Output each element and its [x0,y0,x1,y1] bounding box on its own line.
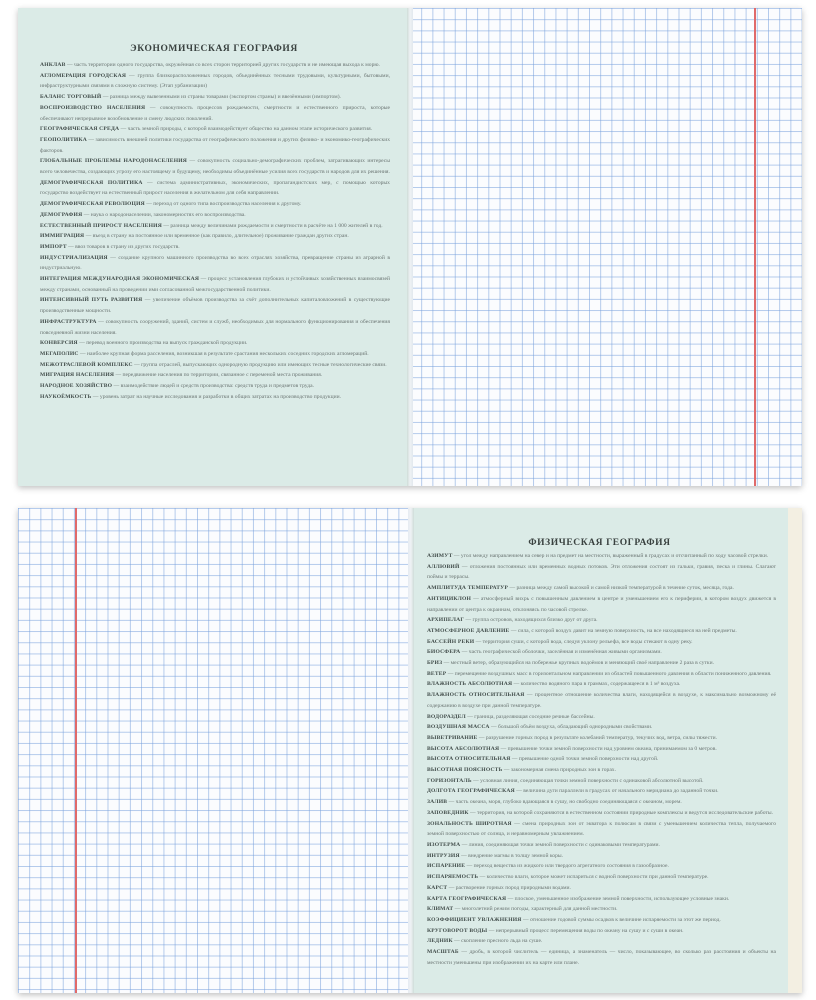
glossary-definition: — наиболее крупная форма расселения, возникшая в результате срастания нескольких соседних городских агломераций. [78,350,369,357]
glossary-entry [40,360,390,371]
glossary-entry [427,926,776,937]
glossary-definition: — отложения постоянных или временных водных потоков. Эти отложения состоят из гальки, гравия, песка и глины. Слагают поймы и террасы. [427,563,776,581]
glossary-term: АМПЛИТУДА ТЕМПЕРАТУР [427,585,509,592]
glossary-entry [427,669,776,680]
page-title: ФИЗИЧЕСКАЯ ГЕОГРАФИЯ [528,538,671,548]
glossary-term: КЛИМАТ [427,906,454,913]
glossary-term: ЗАПОВЕДНИК [427,809,469,816]
glossary-definition: — зависимость внешней политики государства от географического положения и других физико- и экономико-географических факторов. [40,136,390,154]
glossary-definition: — местный ветер, образующийся на побережье крупных водоёмов и меняющий своё направление 2 раза в сутки. [442,660,714,667]
glossary-term: ВЫСОТНАЯ ПОЯСНОСТЬ [427,767,503,774]
glossary-entry [40,199,390,210]
glossary-term: НАРОДНОЕ ХОЗЯЙСТВО [40,383,113,390]
glossary-entry [427,562,776,583]
glossary-term: ИСПАРЯЕМОСТЬ [427,874,479,881]
glossary-term: АЗИМУТ [427,553,453,559]
glossary-entry [427,883,776,894]
glossary-entry [40,274,390,295]
physical-geography-page [411,508,802,993]
glossary-entry [40,242,390,253]
glossary-term: МИГРАЦИЯ НАСЕЛЕНИЯ [40,372,115,379]
glossary-definition: — превышение точки земной поверхности над уровнем океана, принимаемом за 0 метров. [499,745,717,752]
glossary-entry [427,626,776,637]
grid-page [410,8,802,486]
glossary-term: ДЕМОГРАФИЧЕСКАЯ РЕВОЛЮЦИЯ [40,201,145,208]
glossary-term: АГЛОМЕРАЦИЯ ГОРОДСКАЯ [40,72,127,79]
glossary-term: НАУКОЁМКОСТЬ [40,393,92,400]
glossary-entry [427,690,776,711]
margin-line [75,508,77,993]
glossary-definition: — перевод военного производства на выпуск гражданской продукции. [77,340,248,347]
margin-line [754,8,756,486]
glossary-term: ЗОНАЛЬНОСТЬ ШИРОТНАЯ [427,820,512,827]
glossary-entry [40,103,390,124]
glossary-entry [40,392,390,403]
glossary-definition: — группа отраслей, выпускающих однородную продукцию или имеющих тесные технологические связи. [132,361,387,368]
glossary-entry [40,135,390,156]
glossary-entry [40,381,390,392]
glossary-term: ИММИГРАЦИЯ [40,233,85,240]
glossary-entry [427,915,776,926]
glossary-term: КРУГОВОРОТ ВОДЫ [427,927,488,934]
glossary-term: ДЕМОГРАФИЧЕСКАЯ ПОЛИТИКА [40,179,143,186]
glossary-definition: — граница, разделяющая соседние речные бассейны. [465,713,595,720]
glossary-entry [40,92,390,103]
glossary-entry [40,156,390,177]
glossary-term: ИНДУСТРИАЛИЗАЦИЯ [40,254,108,261]
grid-page [18,508,411,993]
glossary-term: ИНТЕГРАЦИЯ МЕЖДУНАРОДНАЯ ЭКОНОМИЧЕСКАЯ [40,276,200,283]
glossary-entry [427,797,776,808]
glossary-term: ИНТЕНСИВНЫЙ ПУТЬ РАЗВИТИЯ [40,297,143,304]
page-edge [788,508,802,993]
glossary-entry [427,947,776,968]
glossary-term: ЛЕДНИК [427,938,453,945]
glossary-entry [427,637,776,648]
glossary-term: ИНФРАСТРУКТУРА [40,318,97,325]
glossary-entry [427,754,776,765]
glossary-definition: — процентное отношение количества влаги, находящейся в воздухе, к максимально возможному её содержанию в воздухе при данной температуре. [427,692,777,709]
glossary-term: ЕСТЕСТВЕННЫЙ ПРИРОСТ НАСЕЛЕНИЯ [40,222,162,229]
glossary-definition: — внедрение магмы в толщу земной коры. [459,852,564,859]
glossary-definition: — разница между вывезенными из страны товарами (экспортом страны) и ввезёнными (импортом). [101,94,341,101]
glossary-entry [427,744,776,755]
glossary-term: ИМПОРТ [40,243,67,250]
glossary-entry [40,231,390,242]
glossary-term: ВОСПРОИЗВОДСТВО НАСЕЛЕНИЯ [40,104,146,111]
glossary-entry [427,647,776,658]
glossary-term: КОЭФФИЦИЕНТ УВЛАЖНЕНИЯ [427,916,522,923]
glossary-definition: — разница между самой высокой и самой низкой температурой в течение суток, месяца, года. [508,585,734,592]
glossary-list [40,60,390,403]
glossary-entry [427,894,776,905]
notebook-spread-top [18,8,802,486]
glossary-entry [427,551,776,562]
glossary-entry [427,615,776,626]
glossary-definition: — группа островов, находящихся близко друг от друга. [464,617,598,624]
glossary-entry [427,861,776,872]
glossary-definition: — часть территории одного государства, окружённая со всех сторон территорией других государств и не имеющая выхода к морю. [65,62,380,68]
glossary-definition: — скопление пресного льда на суше. [452,938,543,945]
page-fold [408,508,414,993]
glossary-entry [40,71,390,92]
glossary-term: ИЗОТЕРМА [427,841,461,848]
glossary-term: БАЛАНС ТОРГОВЫЙ [40,94,102,101]
glossary-term: МЕГАПОЛИС [40,350,79,357]
glossary-term: МЕЖОТРАСЛЕВОЙ КОМПЛЕКС [40,361,133,368]
glossary-term: ВОЗДУШНАЯ МАССА [427,724,490,731]
glossary-term: АНКЛАВ [40,62,66,68]
glossary-entry [427,765,776,776]
glossary-definition: — разрушение горных пород в результате колебаний температур, текучих вод, ветра, силы тяжести. [477,734,717,741]
glossary-definition: — линия, соединяющая точки земной поверхности с одинаковыми температурами. [460,841,660,848]
glossary-definition: — часть географической оболочки, заселённая и изменённая живыми организмами. [460,649,662,656]
glossary-term: ЗАЛИВ [427,799,448,806]
glossary-definition: — перемещение воздушных масс в горизонтальном направлении из областей повышенного давления в области пониженного давления. [446,670,772,677]
glossary-definition: — многолетний режим погоды, характерный для данной местности. [453,906,618,913]
glossary-term: ВЫВЕТРИВАНИЕ [427,734,478,741]
glossary-term: ИСПАРЕНИЕ [427,863,466,870]
glossary-entry [40,317,390,338]
glossary-term: МАСШТАБ [427,949,459,956]
glossary-entry [40,124,390,135]
glossary-definition: — система административных, экономических, пропагандистских мер, с помощью которых государство воздействует на естественный прирост населения в желательном для себя направлении. [40,179,390,197]
glossary-entry [40,295,390,316]
glossary-entry [427,872,776,883]
glossary-entry [427,786,776,797]
notebook-spread-bottom [18,508,802,993]
glossary-term: БРИЗ [427,660,443,667]
glossary-definition: — процесс установления глубоких и устойчивых хозяйственных взаимосвязей между странами, основанный на проведении ими согласованной межгосударственной политики. [40,276,390,293]
glossary-definition: — большой объём воздуха, обладающий однородными свойствами. [489,724,653,731]
glossary-definition: — разница между величинами рождаемости и смертности в расчёте на 1 000 жителей в год. [161,222,383,229]
glossary-entry [427,658,776,669]
glossary-term: АРХИПЕЛАГ [427,617,465,624]
glossary-entry [40,370,390,381]
glossary-definition: — смена природных зон от экватора к полюсам в связи с уменьшением количества тепла, получаемого земной поверхностью от солнца, и неравномерным увлажнением. [427,820,776,838]
glossary-term: ГЛОБАЛЬНЫЕ ПРОБЛЕМЫ НАРОДОНАСЕЛЕНИЯ [40,158,188,165]
glossary-term: БАССЕЙН РЕКИ [427,638,475,645]
glossary-definition: — территория суши, с которой вода, следуя уклону рельефа, все воды стекают в одну реку. [474,638,693,645]
glossary-entry [40,253,390,274]
glossary-definition: — наука о народонаселении, закономерностях его воспроизводства. [82,211,246,218]
glossary-definition: — угол между направлением на север и на предмет на местности, выраженный в градусах и отсчитанный по ходу часовой стрелки. [452,553,769,559]
glossary-term: КАРТА ГЕОГРАФИЧЕСКАЯ [427,895,507,902]
economic-geography-page [18,8,410,486]
glossary-entry [427,722,776,733]
glossary-definition: — группа близкорасположенных городов, объединённых тесными трудовыми, культурными, бытовыми, инфраструктурными связями в сложную систему. (Этап урбанизации) [40,72,390,90]
glossary-definition: — закономерная смена природных зон в горах. [502,767,617,774]
glossary-definition: — условная линия, соединяющая точки земной поверхности с одинаковой абсолютной высотой. [471,777,704,784]
glossary-definition: — часть океана, моря, глубоко вдающаяся в сушу, но свободно соединяющаяся с океаном, морем. [447,799,682,806]
glossary-entry [427,776,776,787]
glossary-term: КАРСТ [427,884,448,891]
glossary-term: ВЫСОТА ОТНОСИТЕЛЬНАЯ [427,756,511,763]
glossary-definition: — растворение горных пород природными водами. [447,884,571,891]
glossary-term: ВЛАЖНОСТЬ ОТНОСИТЕЛЬНАЯ [427,692,525,699]
glossary-definition: — количество влаги, которое может испариться с водной поверхности при данной температуре. [478,874,709,881]
glossary-definition: — совокупность процессов рождаемости, смертности и естественного прироста, которые обеспечивают непрерывное возобновление и смену людских поколений. [40,104,390,122]
glossary-term: ИНТРУЗИЯ [427,852,460,859]
glossary-definition: — ввоз товаров в страну из других государств. [66,243,180,250]
glossary-definition: — территория, на которой сохраняются в естественном состоянии природные комплексы и ведутся исследовательские работы. [468,809,774,816]
glossary-definition: — сила, с которой воздух давит на земную поверхность, на все находящиеся на ней предметы. [509,627,737,634]
glossary-entry [427,594,776,615]
glossary-definition: — величина дуги параллели в градусах от начального меридиана до заданной точки. [514,788,719,795]
glossary-definition: — часть земной природы, с которой взаимодействует общество на данном этапе исторического развития. [119,126,373,133]
glossary-term: ГОРИЗОНТАЛЬ [427,777,472,784]
glossary-definition: — совокупность социально-демографических проблем, затрагивающих интересы всего человечества, создающих угрозу его настоящему и будущему, необходимы объединённые усилия всех государств и народов для их решения. [40,158,390,176]
glossary-term: ВЫСОТА АБСОЛЮТНАЯ [427,745,500,752]
glossary-entry [427,840,776,851]
glossary-entry [427,679,776,690]
glossary-definition: — совокупность сооружений, зданий, систем и служб, необходимых для нормального функционирования и обеспечения повседневной жизни населения. [40,318,390,336]
glossary-definition: — переход вещества из жидкого или твердого агрегатного состояния в газообразное. [465,863,669,870]
glossary-term: ГЕОГРАФИЧЕСКАЯ СРЕДА [40,126,120,133]
glossary-entry [427,851,776,862]
glossary-entry [40,60,390,71]
page-title: ЭКОНОМИЧЕСКАЯ ГЕОГРАФИЯ [130,44,298,54]
glossary-entry [40,349,390,360]
glossary-definition: — передвижение населения по территории, связанное с переменой места проживания. [114,372,323,379]
glossary-entry [427,808,776,819]
glossary-list [427,551,776,968]
glossary-term: ГЕОПОЛИТИКА [40,136,87,143]
glossary-entry [40,178,390,199]
glossary-term: ВЕТЕР [427,670,447,677]
glossary-entry [427,819,776,840]
glossary-term: АНТИЦИКЛОН [427,595,472,602]
glossary-term: ВОДОРАЗДЕЛ [427,713,466,720]
glossary-definition: — дробь, в которой числитель — единица, а знаменатель — число, показывающее, во сколько раз расстояния и объекты на местности уменьшены при изображении их на карте или плане. [427,949,776,966]
glossary-definition: — плоское, уменьшенное изображение земной поверхности, использующее условные знаки. [506,895,730,902]
glossary-definition: — количество водяного пара в граммах, содержащееся в 1 м³ воздуха. [512,681,681,688]
glossary-definition: — уровень затрат на научные исследования и разработки в общих затратах на производство продукции. [91,393,341,400]
glossary-term: ДЕМОГРАФИЯ [40,211,83,218]
glossary-entry [40,221,390,232]
glossary-definition: — увеличение объёмов производства за счёт дополнительных капиталовложений в существующие производственные мощности. [40,297,390,315]
glossary-definition: — взаимодействие людей и средств производства: средств труда и предметов труда. [112,383,314,390]
glossary-term: БИОСФЕРА [427,649,461,656]
glossary-definition: — превышение одной точки земной поверхности над другой. [510,756,659,763]
glossary-term: ДОЛГОТА ГЕОГРАФИЧЕСКАЯ [427,788,515,795]
glossary-definition: — атмосферный вихрь с повышенным давлением в центре и уменьшением его к периферии, в котором воздух движется в направлении от центра к окраинам, отклоняясь по часовой стрелке. [427,595,776,613]
glossary-definition: — отношение годовой суммы осадков к величине испаряемости за этот же период. [521,916,721,923]
glossary-term: АЛЛЮВИЙ [427,563,460,570]
page-fold [407,8,413,486]
glossary-definition: — непрерывный процесс перемещения воды по океану на сушу и с суши в океан. [487,927,684,934]
glossary-entry [427,904,776,915]
glossary-entry [427,733,776,744]
glossary-definition: — переход от одного типа воспроизводства населения к другому. [144,201,302,208]
glossary-entry [427,583,776,594]
glossary-definition: — создание крупного машинного производства во всех отраслях хозяйства, превращение страны из аграрной в индустриальную. [40,254,390,272]
glossary-entry [427,936,776,947]
glossary-term: АТМОСФЕРНОЕ ДАВЛЕНИЕ [427,627,510,634]
glossary-term: КОНВЕРСИЯ [40,340,78,347]
glossary-definition: — въезд в страну на постоянное или временное (как правило, длительное) проживание граждан других стран. [84,233,349,240]
glossary-term: ВЛАЖНОСТЬ АБСОЛЮТНАЯ [427,681,513,688]
glossary-entry [427,712,776,723]
glossary-entry [40,210,390,221]
glossary-entry [40,338,390,349]
